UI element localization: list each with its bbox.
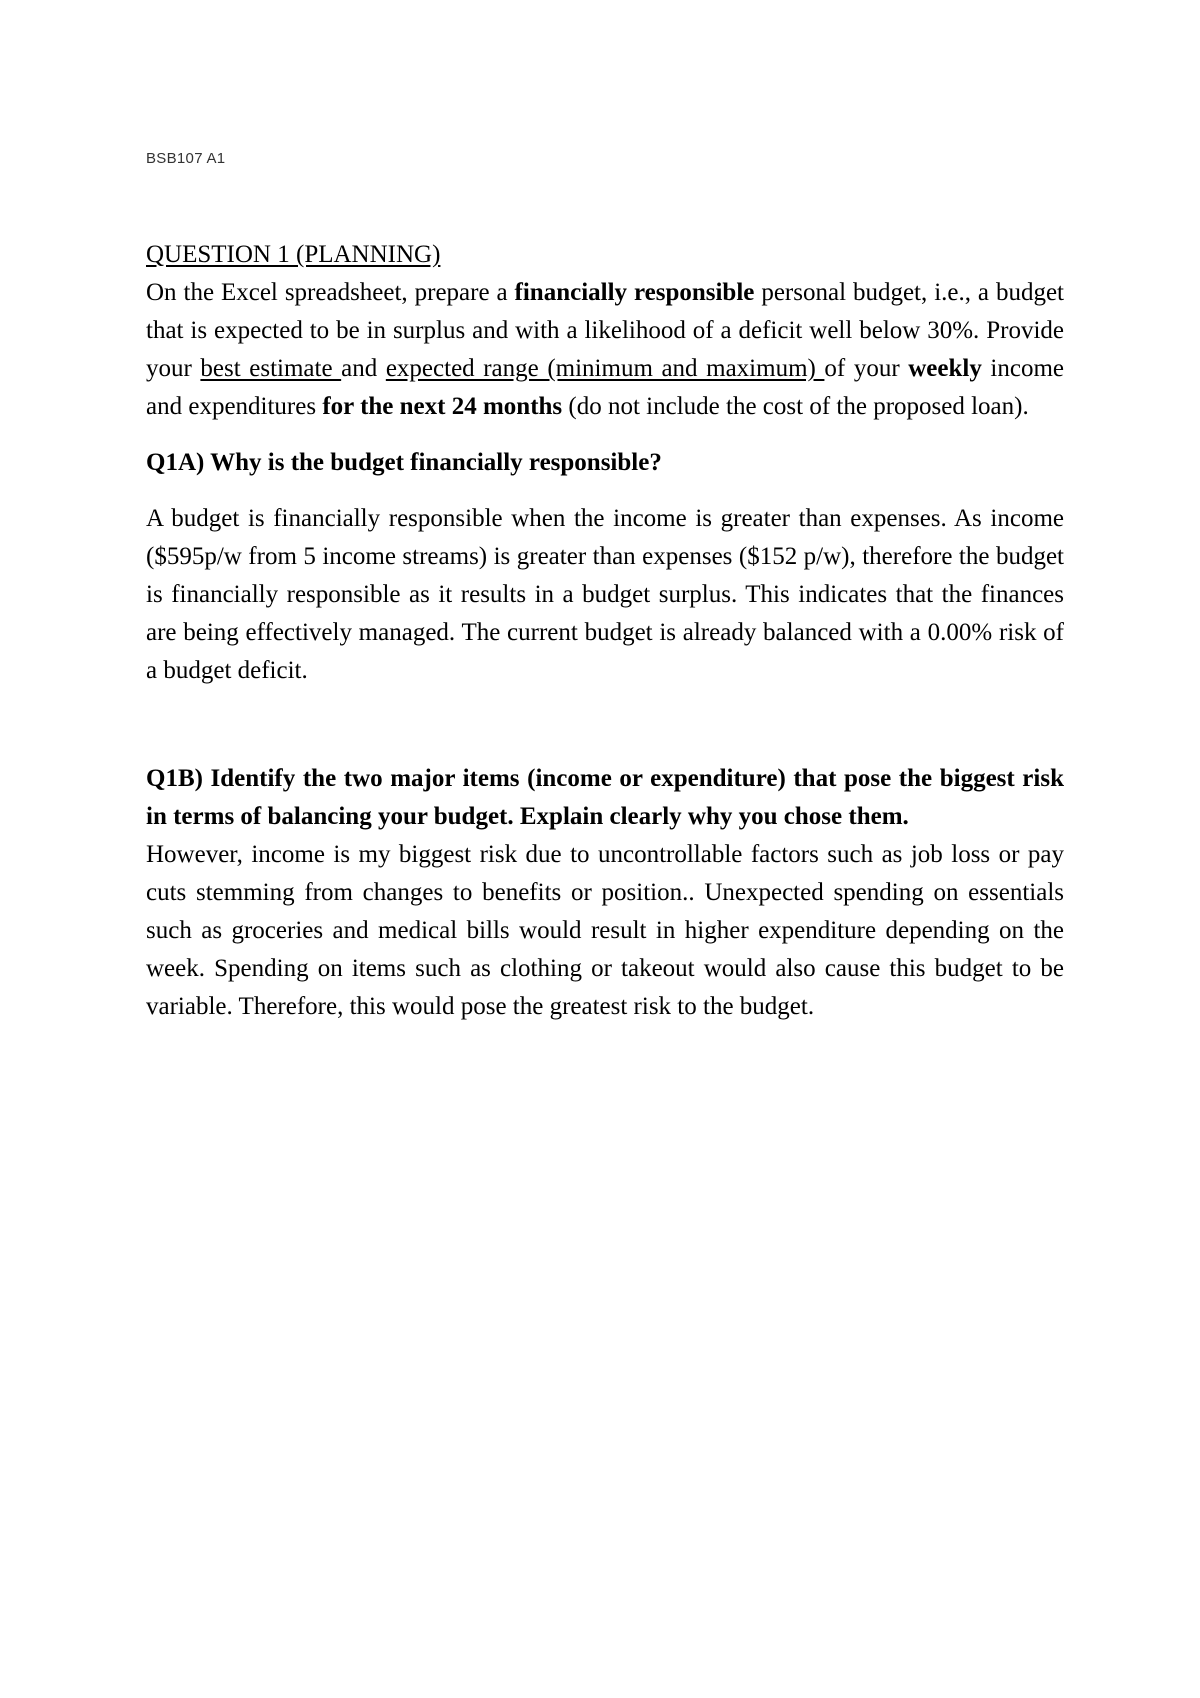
intro-text-6: (do not include the cost of the proposed loan).: [562, 393, 1029, 420]
intro-text-2: personal budget, i.e., a budget that is expected to be in surplus and with a likelihood of a deficit well below 30%. Provide your: [146, 279, 1064, 382]
question-1-heading: [146, 236, 1064, 274]
q1b-question-text: Q1B) Identify the two major items (income or expenditure) that pose the biggest risk in terms of balancing your budget. Explain clearly why you chose them.: [146, 765, 1064, 830]
intro-bold-weekly: weekly: [908, 355, 982, 382]
document-body: [146, 236, 1064, 1026]
intro-underline-expected-range: expected range (minimum and maximum): [385, 355, 825, 382]
page-header: BSB107 A1: [146, 150, 226, 167]
q1b-answer: However, income is my biggest risk due to uncontrollable factors such as job loss or pay cuts stemming from changes to benefits or position.. Unexpected spending on essentials such as groceries and medical bills would result in higher expenditure depending on the week. Spending on items such as clothing or takeout would also cause this budget to be variable. Therefore, this would pose the greatest risk to the budget.: [146, 841, 1064, 1020]
intro-underline-best-estimate: best estimate: [200, 355, 342, 382]
intro-bold-next-24-months: for the next 24 months: [322, 393, 563, 420]
q1a-question: [146, 444, 1064, 482]
question-1-intro: [146, 274, 1064, 426]
intro-text-3: and: [341, 355, 386, 382]
intro-bold-financially-responsible: financially responsible: [514, 279, 755, 306]
intro-text-4: of your: [824, 355, 909, 382]
q1b-question: [146, 760, 1064, 836]
q1a-question-text: Q1A) Why is the budget financially responsible?: [146, 449, 662, 476]
q1a-answer: A budget is financially responsible when the income is greater than expenses. As income ($595p/w from 5 income streams) is greater than expenses ($152 p/w), therefore the budget is financially responsible as it results in a budget surplus. This indicates that the finances are being effectively managed. The current budget is already balanced with a 0.00% risk of a budget deficit.: [146, 505, 1064, 684]
intro-text-5: income and expenditures: [146, 355, 1065, 420]
question-1-title: QUESTION 1 (PLANNING): [146, 241, 441, 268]
intro-text-1: On the Excel spreadsheet, prepare a: [146, 279, 515, 306]
